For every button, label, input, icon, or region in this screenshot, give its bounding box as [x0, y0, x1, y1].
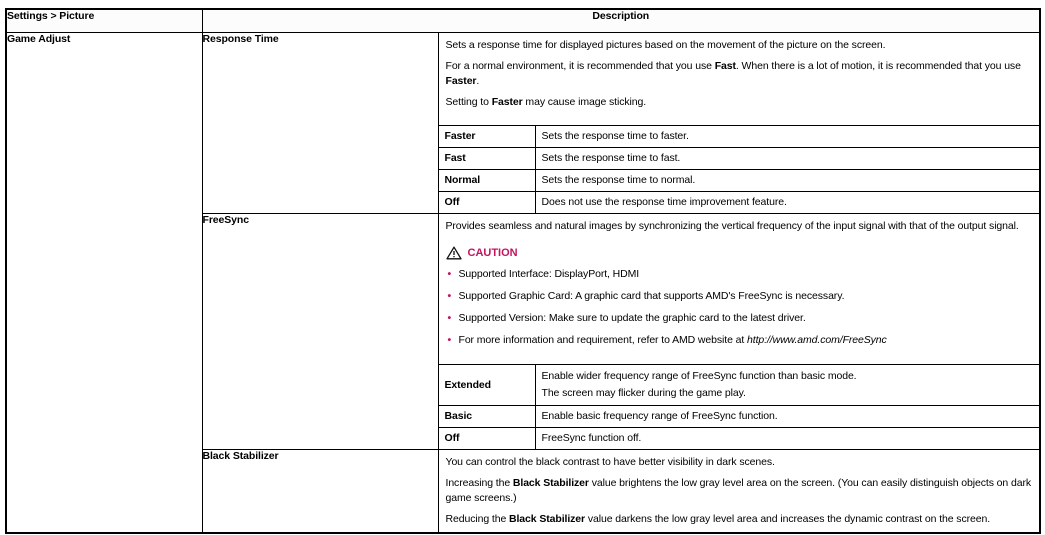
- response-time-options-table: [439, 125, 1040, 214]
- option-row: [439, 427, 1040, 449]
- list-item-text: For more information and requirement, refer to AMD website at: [458, 334, 748, 346]
- freesync-paragraphs: [439, 214, 1040, 351]
- option-row: [439, 169, 1040, 191]
- option-description: Sets the response time to fast.: [535, 147, 1039, 169]
- paragraph: [446, 59, 1032, 89]
- paragraph: [446, 455, 1032, 470]
- game-adjust-cell: Game Adjust: [6, 33, 202, 534]
- paragraph-text: Setting to: [445, 96, 492, 108]
- list-item: [446, 267, 1032, 282]
- bold-term: Faster: [491, 96, 523, 108]
- list-item: [446, 311, 1032, 326]
- bold-term: Fast: [714, 60, 736, 72]
- option-label: Fast: [439, 147, 536, 169]
- response-time-description: [439, 33, 1040, 213]
- option-description-line: Enable wider frequency range of FreeSync function than basic mode.: [541, 369, 857, 382]
- option-description-line: The screen may flicker during the game play.: [541, 386, 746, 399]
- paragraph-text: value brightens the low gray level area on the screen. (You can easily distinguish objects on dark game screens.): [445, 477, 1031, 504]
- option-row: [439, 405, 1040, 427]
- option-row: [439, 364, 1040, 405]
- black-stabilizer-description-cell: [438, 450, 1040, 534]
- option-description: Enable basic frequency range of FreeSync function.: [535, 405, 1039, 427]
- option-description: FreeSync function off.: [535, 427, 1039, 449]
- paragraph: [446, 219, 1032, 234]
- option-description: Does not use the response time improvement feature.: [535, 191, 1039, 213]
- paragraph: [446, 38, 1032, 53]
- warning-triangle-icon: [446, 246, 462, 260]
- paragraph-text: Reducing the: [445, 513, 509, 525]
- caution-label: CAUTION: [467, 247, 518, 259]
- option-label: Off: [439, 191, 536, 213]
- list-item: [446, 333, 1032, 348]
- option-row: [439, 125, 1040, 147]
- option-label: Off: [439, 427, 536, 449]
- caution-heading: [446, 246, 1032, 260]
- amd-freesync-url: http://www.amd.com/FreeSync: [747, 334, 887, 346]
- paragraph: [446, 95, 1032, 110]
- black-stabilizer-label: Black Stabilizer: [202, 450, 438, 534]
- list-item-text: Supported Graphic Card: A graphic card that supports AMD's FreeSync is necessary.: [458, 290, 845, 302]
- bold-term: Black Stabilizer: [509, 513, 586, 525]
- header-settings-picture: Settings > Picture: [6, 9, 202, 33]
- paragraph-text: .: [476, 75, 480, 87]
- list-item: [446, 289, 1032, 304]
- paragraph-text: value darkens the low gray level area and increases the dynamic contrast on the screen.: [585, 513, 991, 525]
- paragraph-text: may cause image sticking.: [522, 96, 647, 108]
- option-description: Sets the response time to faster.: [535, 125, 1039, 147]
- settings-table: [5, 8, 1041, 534]
- header-row: [6, 9, 1040, 33]
- response-time-paragraphs: [439, 33, 1040, 113]
- black-stabilizer-description: [439, 450, 1040, 532]
- paragraph: [446, 476, 1032, 506]
- header-description: Description: [202, 9, 1040, 33]
- paragraph-text: Sets a response time for displayed pictures based on the movement of the picture on the screen.: [445, 39, 886, 51]
- option-description: [535, 364, 1039, 405]
- option-row: [439, 147, 1040, 169]
- freesync-options-table: [439, 364, 1040, 450]
- option-label: Normal: [439, 169, 536, 191]
- freesync-description: [439, 214, 1040, 449]
- bold-term: Faster: [445, 75, 477, 87]
- freesync-label: FreeSync: [202, 214, 438, 450]
- response-time-row: [6, 33, 1040, 214]
- list-item-text: Supported Version: Make sure to update the graphic card to the latest driver.: [458, 312, 806, 324]
- paragraph-text: . When there is a lot of motion, it is recommended that you use: [735, 60, 1021, 72]
- option-label: Faster: [439, 125, 536, 147]
- option-description: Sets the response time to normal.: [535, 169, 1039, 191]
- response-time-description-cell: [438, 33, 1040, 214]
- list-item-text: Supported Interface: DisplayPort, HDMI: [458, 268, 640, 280]
- option-label: Basic: [439, 405, 536, 427]
- bold-term: Black Stabilizer: [512, 477, 589, 489]
- paragraph-text: For a normal environment, it is recommended that you use: [445, 60, 715, 72]
- paragraph-text: Provides seamless and natural images by synchronizing the vertical frequency of the input signal with that of the output signal.: [445, 220, 1019, 232]
- option-row: [439, 191, 1040, 213]
- black-stabilizer-paragraphs: [439, 450, 1040, 530]
- paragraph-text: You can control the black contrast to have better visibility in dark scenes.: [445, 456, 775, 468]
- response-time-label: Response Time: [202, 33, 438, 214]
- freesync-description-cell: [438, 214, 1040, 450]
- paragraph-text: Increasing the: [445, 477, 513, 489]
- paragraph: [446, 512, 1032, 527]
- option-label: Extended: [439, 364, 536, 405]
